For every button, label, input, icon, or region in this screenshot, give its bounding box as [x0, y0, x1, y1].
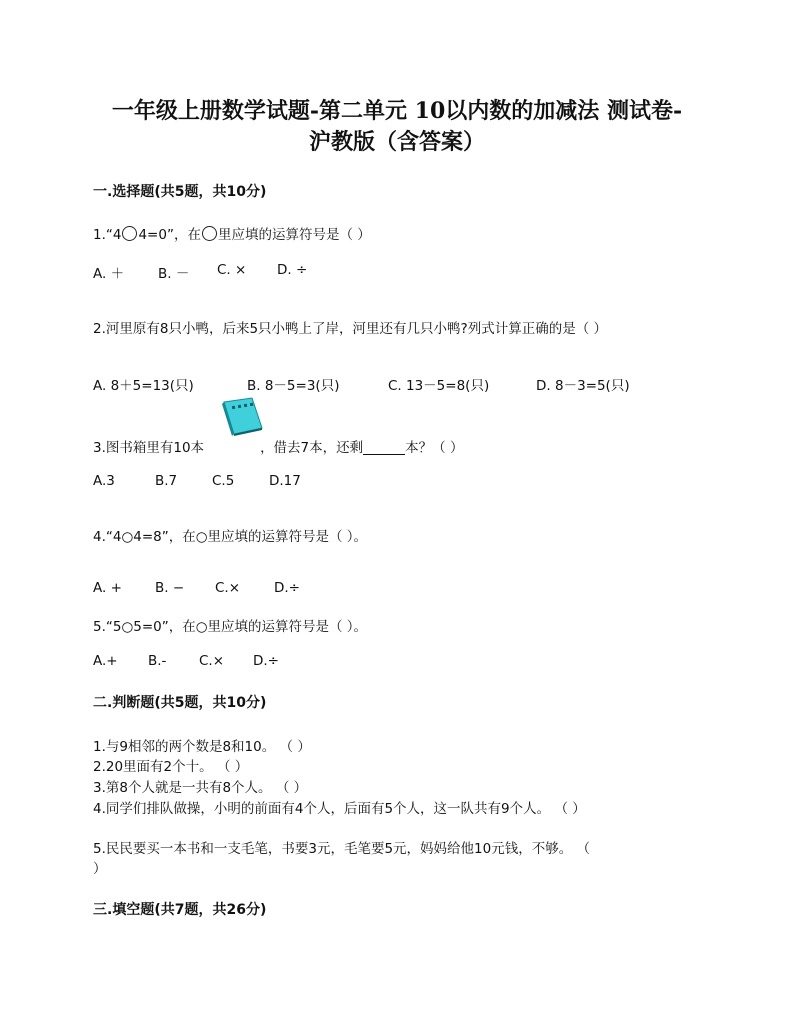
q5-option-b: B.-: [148, 653, 167, 669]
question-3: [93, 436, 463, 456]
judgment-item-5-line-2: ）: [93, 861, 107, 877]
q1-option-b: B. －: [158, 266, 190, 282]
circle-icon: [122, 226, 137, 241]
q1-option-d: D. ÷: [277, 262, 308, 278]
judgment-item-2: 2.20里面有2个十。 （ ）: [93, 759, 249, 775]
title-line-1: 一年级上册数学试题-第二单元 10以内数的加减法 测试卷-: [111, 98, 683, 124]
q2-option-a: A. 8＋5=13(只): [93, 378, 194, 394]
q1-option-a: A. ＋: [93, 266, 125, 282]
q3-option-a: A.3: [93, 473, 115, 489]
question-3-post: 本？（ ）: [405, 440, 464, 456]
q3-option-d: D.17: [269, 473, 301, 489]
q3-option-b: B.7: [155, 473, 178, 489]
q3-option-c: C.5: [212, 473, 235, 489]
q1-option-c: C. ×: [217, 262, 247, 278]
section-heading-judgment: 二.判断题(共5题，共10分): [93, 695, 267, 711]
book-icon: [218, 394, 266, 438]
section-heading-choice: 一.选择题(共5题，共10分): [93, 184, 267, 200]
judgment-item-3: 3.第8个人就是一共有8个人。 （ ）: [93, 780, 308, 796]
circle-icon: [202, 226, 217, 241]
q4-option-c: C.×: [215, 580, 241, 596]
question-1-pre: 1.“4: [93, 227, 122, 243]
answer-blank: [363, 440, 405, 455]
question-3-mid: ，借去7本，还剩: [260, 440, 364, 456]
judgment-item-5-line-1: 5.民民要买一本书和一支毛笔，书要3元，毛笔要5元，妈妈给他10元钱，不够。 （: [93, 841, 591, 857]
question-2: 2.河里原有8只小鸭，后来5只小鸭上了岸，河里还有几只小鸭?列式计算正确的是（ ）: [93, 321, 608, 337]
question-5: 5.“5○5=0”，在○里应填的运算符号是（ ）。: [93, 619, 368, 635]
q5-option-a: A.+: [93, 653, 118, 669]
q5-option-c: C.×: [199, 653, 225, 669]
section-heading-fill-blank: 三.填空题(共7题，共26分): [93, 902, 267, 918]
q2-option-d: D. 8－3=5(只): [536, 378, 630, 394]
q4-option-d: D.÷: [274, 580, 300, 596]
question-3-pre: 3.图书箱里有10本: [93, 440, 205, 456]
q5-option-d: D.÷: [253, 653, 279, 669]
q4-option-b: B. −: [155, 580, 185, 596]
judgment-item-4: 4.同学们排队做操，小明的前面有4个人，后面有5个人，这一队共有9个人。 （ ）: [93, 801, 586, 817]
q2-option-b: B. 8－5=3(只): [247, 378, 340, 394]
question-1-tail: 里应填的运算符号是（ ）: [217, 227, 371, 243]
question-4: 4.“4○4=8”，在○里应填的运算符号是（ ）。: [93, 529, 368, 545]
q2-option-c: C. 13－5=8(只): [388, 378, 490, 394]
page-title: [90, 96, 704, 158]
q4-option-a: A. +: [93, 580, 122, 596]
title-line-2: 沪教版（含答案）: [308, 129, 485, 155]
question-1-post: 4=0”，在: [138, 227, 201, 243]
question-1: [93, 223, 371, 243]
judgment-item-1: 1.与9相邻的两个数是8和10。 （ ）: [93, 739, 311, 755]
